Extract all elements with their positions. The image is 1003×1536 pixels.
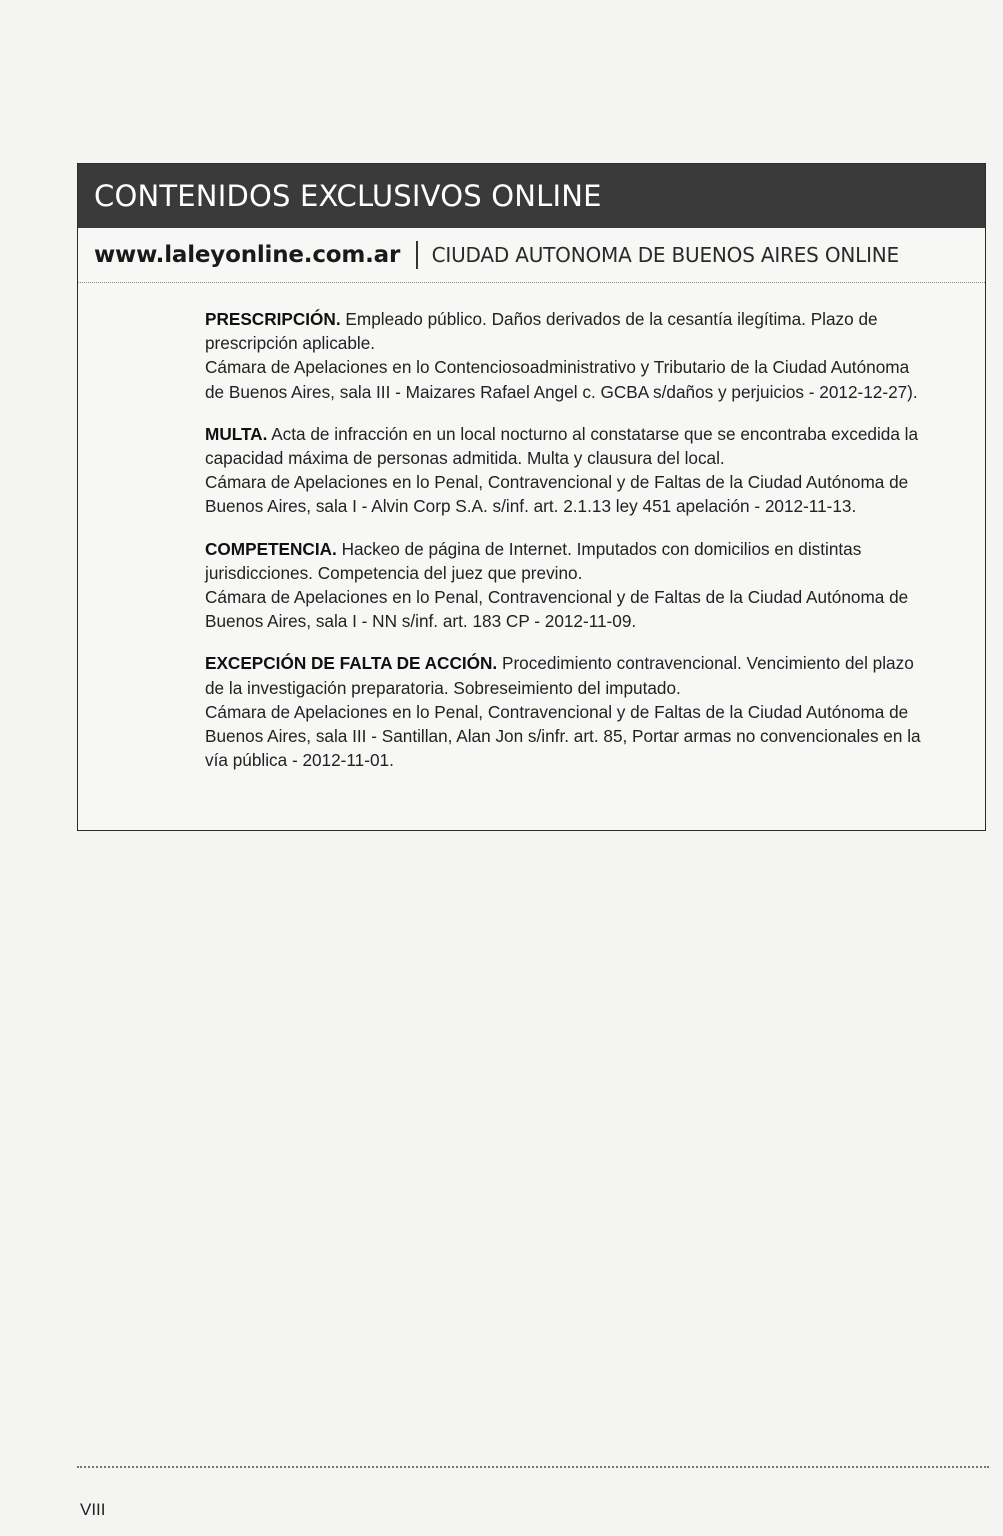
entry-summary: Acta de infracción en un local nocturno al constatarse que se encontraba excedida la capacidad máxima de personas admitida. Multa y clausura del local. [205, 423, 919, 469]
entries-list [205, 307, 930, 790]
online-contents-box [77, 163, 986, 831]
entry-citation: Cámara de Apelaciones en lo Penal, Contravencional y de Faltas de la Ciudad Autónoma de Buenos Aires, sala I - Alvin Corp S.A. s/inf. art. 2.1.13 ley 451 apelación - 2012-11-13. [205, 472, 909, 517]
box-subheader [78, 228, 985, 283]
vertical-separator [416, 241, 418, 269]
entry-citation: Cámara de Apelaciones en lo Contenciosoadministrativo y Tributario de la Ciudad Autónoma de Buenos Aires, sala III - Maizares Rafael Angel c. GCBA s/daños y perjuicios - 2012-12-27). [205, 357, 918, 402]
section-name: CIUDAD AUTONOMA DE BUENOS AIRES ONLINE [431, 243, 899, 267]
entry-competencia [205, 537, 930, 634]
entry-excepcion [205, 651, 930, 772]
website-link[interactable]: www.laleyonline.com.ar [94, 242, 401, 268]
entry-keyword: EXCEPCIÓN DE FALTA DE ACCIÓN. [205, 653, 498, 674]
entry-multa [205, 422, 930, 519]
entry-summary: Empleado público. Daños derivados de la cesantía ilegítima. Plazo de prescripción aplicable. [205, 309, 878, 354]
entry-prescripcion [205, 307, 930, 404]
box-title: CONTENIDOS EXCLUSIVOS ONLINE [78, 164, 985, 228]
entry-keyword: PRESCRIPCIÓN. [205, 309, 341, 329]
page-number: VIII [80, 1500, 106, 1519]
footer-divider [77, 1466, 989, 1468]
entry-summary: Procedimiento contravencional. Vencimiento del plazo de la investigación preparatoria. Sobreseimiento del imputado. [205, 653, 914, 698]
entry-citation: Cámara de Apelaciones en lo Penal, Contravencional y de Faltas de la Ciudad Autónoma de Buenos Aires, sala III - Santillan, Alan Jon s/infr. art. 85, Portar armas no convencionales en la vía pública - 2012-11-01. [205, 701, 921, 771]
entry-keyword: MULTA. [205, 423, 268, 444]
entry-keyword: COMPETENCIA. [205, 538, 337, 559]
entry-summary: Hackeo de página de Internet. Imputados con domicilios en distintas jurisdicciones. Competencia del juez que previno. [205, 538, 862, 583]
entry-citation: Cámara de Apelaciones en lo Penal, Contravencional y de Faltas de la Ciudad Autónoma de Buenos Aires, sala I - NN s/inf. art. 183 CP - 2012-11-09. [205, 587, 909, 632]
